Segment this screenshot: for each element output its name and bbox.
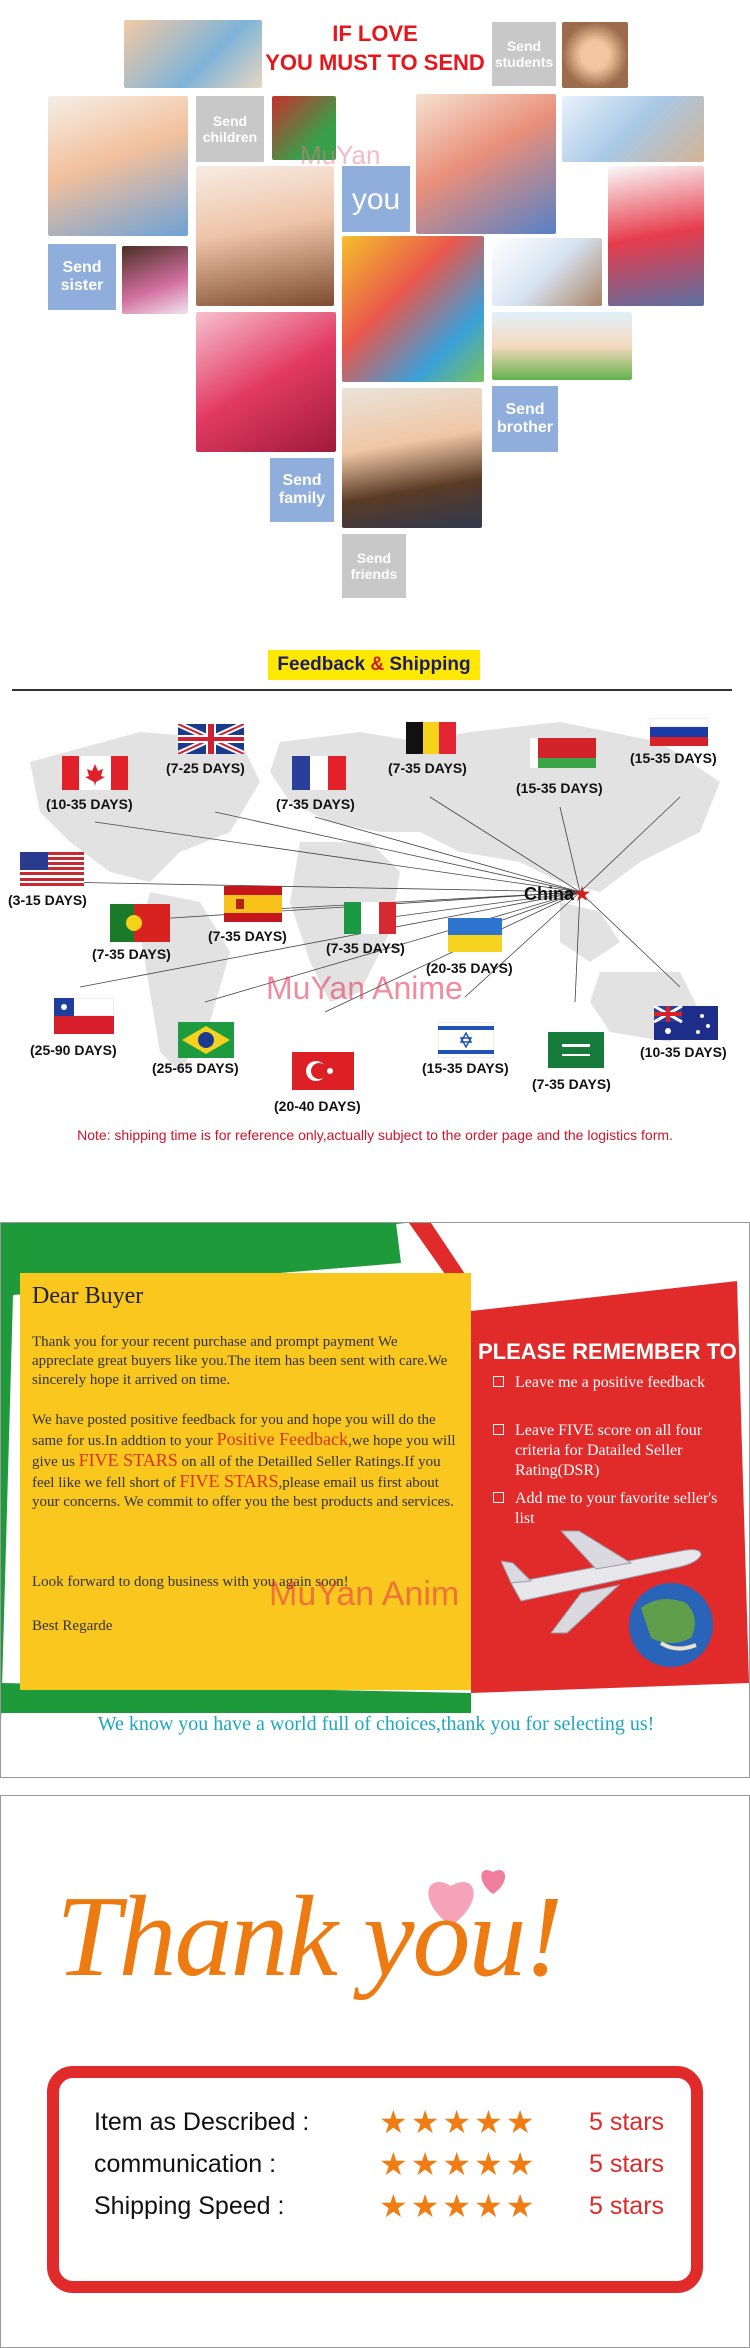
checkbox-icon: [493, 1492, 504, 1503]
p2-highlight-five-stars: FIVE STARS: [78, 1450, 178, 1470]
remember-item-text: Leave FIVE score on all four criteria for Datailed Seller Rating(DSR): [515, 1422, 703, 1479]
rating-box: [47, 2066, 703, 2293]
tile-send-children: Send children: [196, 96, 264, 162]
thank-you-headline: Thank you!: [56, 1873, 562, 2001]
days-canada: (10-35 DAYS): [46, 796, 133, 812]
checkbox-icon: [493, 1424, 504, 1435]
love-collage: [0, 0, 750, 630]
days-portugal: (7-35 DAYS): [92, 946, 171, 962]
rating-label-shipping: Shipping Speed :: [94, 2192, 285, 2220]
dear-buyer-card: [0, 1222, 750, 1778]
thank-you-card: [0, 1795, 750, 2348]
rating-label-communication: communication :: [94, 2150, 277, 2178]
love-title-line2: YOU MUST TO SEND: [265, 49, 485, 75]
days-belgium: (7-35 DAYS): [388, 760, 467, 776]
turkey-flag: [292, 1052, 354, 1090]
letter-paragraph-1: Thank you for your recent purchase and prompt payment We appreclate great buyers like you.The item has been sent with care.We sincerely hope it arrived on time.: [32, 1334, 448, 1388]
tile-send-brother: Send brother: [492, 386, 558, 452]
star-icon: ★: [574, 884, 591, 904]
photo-school-kids: [492, 238, 602, 306]
checkbox-icon: [493, 1376, 504, 1387]
days-saudi: (7-35 DAYS): [532, 1076, 611, 1092]
tile-send-family: Send family: [270, 458, 334, 522]
rating-value-communication: 5 stars: [589, 2150, 665, 2178]
banner-amp: &: [370, 654, 385, 675]
photo-children-circle: [562, 22, 628, 88]
star-rating-icons: ★★★★★: [379, 2104, 538, 2140]
photo-father-daughter: [48, 96, 188, 236]
photo-smiling-girl: [196, 166, 334, 306]
days-uk: (7-25 DAYS): [166, 760, 245, 776]
p2-part-a: We have posted positive feedback for you and hope you will do the same for us.In addtion to your: [32, 1412, 436, 1449]
days-usa: (3-15 DAYS): [8, 892, 87, 908]
israel-flag: [438, 1022, 494, 1058]
collage-watermark: MuYan: [300, 140, 381, 170]
portugal-flag: [110, 904, 170, 942]
p2-highlight-positive-feedback: Positive Feedback: [216, 1429, 349, 1449]
p2-part-b: ,we hope you will give us: [32, 1433, 456, 1470]
australia-flag: [654, 1006, 718, 1040]
tile-you: you: [342, 166, 410, 232]
days-israel: (15-35 DAYS): [422, 1060, 509, 1076]
rating-value-described: 5 stars: [589, 2108, 665, 2136]
shipping-note: Note: shipping time is for reference only,actually subject to the order page and the logistics form.: [77, 1127, 673, 1143]
letter-signature: Best Regarde: [32, 1618, 113, 1634]
rating-value-shipping: 5 stars: [589, 2192, 665, 2220]
remember-title: PLEASE REMEMBER TO: [478, 1339, 737, 1364]
star-rating-icons: ★★★★★: [379, 2188, 538, 2224]
tile-send-students: Send students: [492, 22, 556, 86]
china-label: China: [524, 884, 575, 904]
p2-part-c: on all of the Detailled Seller Ratings.If you feel like we fell short of: [32, 1454, 441, 1491]
photo-kids-playing: [416, 94, 556, 234]
photo-jumping-kids: [562, 96, 704, 162]
love-title-line1: IF LOVE: [332, 21, 418, 46]
feedback-shipping-banner: [268, 650, 480, 680]
banner-shipping: Shipping: [389, 654, 471, 675]
shipping-section: [0, 640, 750, 1180]
letter-paragraph-2: [32, 1411, 462, 1512]
chile-flag: [54, 998, 114, 1034]
days-brazil: (25-65 DAYS): [152, 1060, 239, 1076]
usa-flag: [20, 852, 84, 886]
photo-kids-on-grass: [492, 312, 632, 380]
belgium-flag: [406, 722, 456, 754]
canada-flag: [62, 756, 128, 790]
tile-send-sister: Send sister: [48, 244, 116, 310]
photo-toddlers-group: [342, 236, 484, 382]
love-title: [230, 20, 520, 77]
letter-greeting: Dear Buyer: [32, 1283, 144, 1309]
letter-watermark: MuYan Anim: [269, 1575, 460, 1613]
map-watermark: MuYan Anime: [266, 970, 463, 1006]
photo-girl-with-gift: [122, 246, 188, 314]
days-chile: (25-90 DAYS): [30, 1042, 117, 1058]
days-belarus: (15-35 DAYS): [516, 780, 603, 796]
photo-kids-heart: [608, 166, 704, 306]
letter-panel: [20, 1273, 471, 1690]
saudi-flag: [548, 1032, 604, 1068]
bottom-tagline: We know you have a world full of choices,thank you for selecting us!: [97, 1713, 655, 1735]
belarus-flag: [530, 738, 596, 768]
russia-flag: [650, 718, 708, 746]
spain-flag: [224, 886, 282, 922]
photo-boy-portrait: [342, 388, 482, 528]
star-rating-icons: ★★★★★: [379, 2146, 538, 2182]
days-france: (7-35 DAYS): [276, 796, 355, 812]
section-divider: [12, 689, 732, 691]
remember-item-feedback: [493, 1373, 729, 1393]
letter-paragraph-3: Look forward to dong business with you again soon!: [32, 1574, 349, 1590]
photo-gift-boxes: [196, 312, 336, 452]
airplane-globe-icon: [501, 1523, 731, 1673]
ukraine-flag: [448, 918, 502, 952]
tile-send-friends: Send friends: [342, 534, 406, 598]
china-origin: [524, 884, 590, 905]
days-spain: (7-35 DAYS): [208, 928, 287, 944]
remember-item-text: Leave me a positive feedback: [515, 1374, 706, 1391]
france-flag: [292, 756, 346, 790]
remember-item-text: Add me to your favorite seller's list: [515, 1490, 718, 1527]
days-australia: (10-35 DAYS): [640, 1044, 727, 1060]
remember-item-dsr: [493, 1421, 729, 1481]
days-italy: (7-35 DAYS): [326, 940, 405, 956]
brazil-flag: [178, 1022, 234, 1058]
days-russia: (15-35 DAYS): [630, 750, 717, 766]
p2-highlight-five-stars-2: FIVE STARS: [179, 1471, 279, 1491]
italy-flag: [344, 902, 396, 934]
uk-flag: [178, 724, 244, 754]
days-ukraine: (20-35 DAYS): [426, 960, 513, 976]
p2-part-d: ,please email us first about your concerns. We commit to offer you the best products and services.: [32, 1475, 454, 1510]
rating-label-described: Item as Described :: [94, 2108, 310, 2136]
banner-feedback: Feedback: [277, 654, 366, 675]
days-turkey: (20-40 DAYS): [274, 1098, 361, 1114]
